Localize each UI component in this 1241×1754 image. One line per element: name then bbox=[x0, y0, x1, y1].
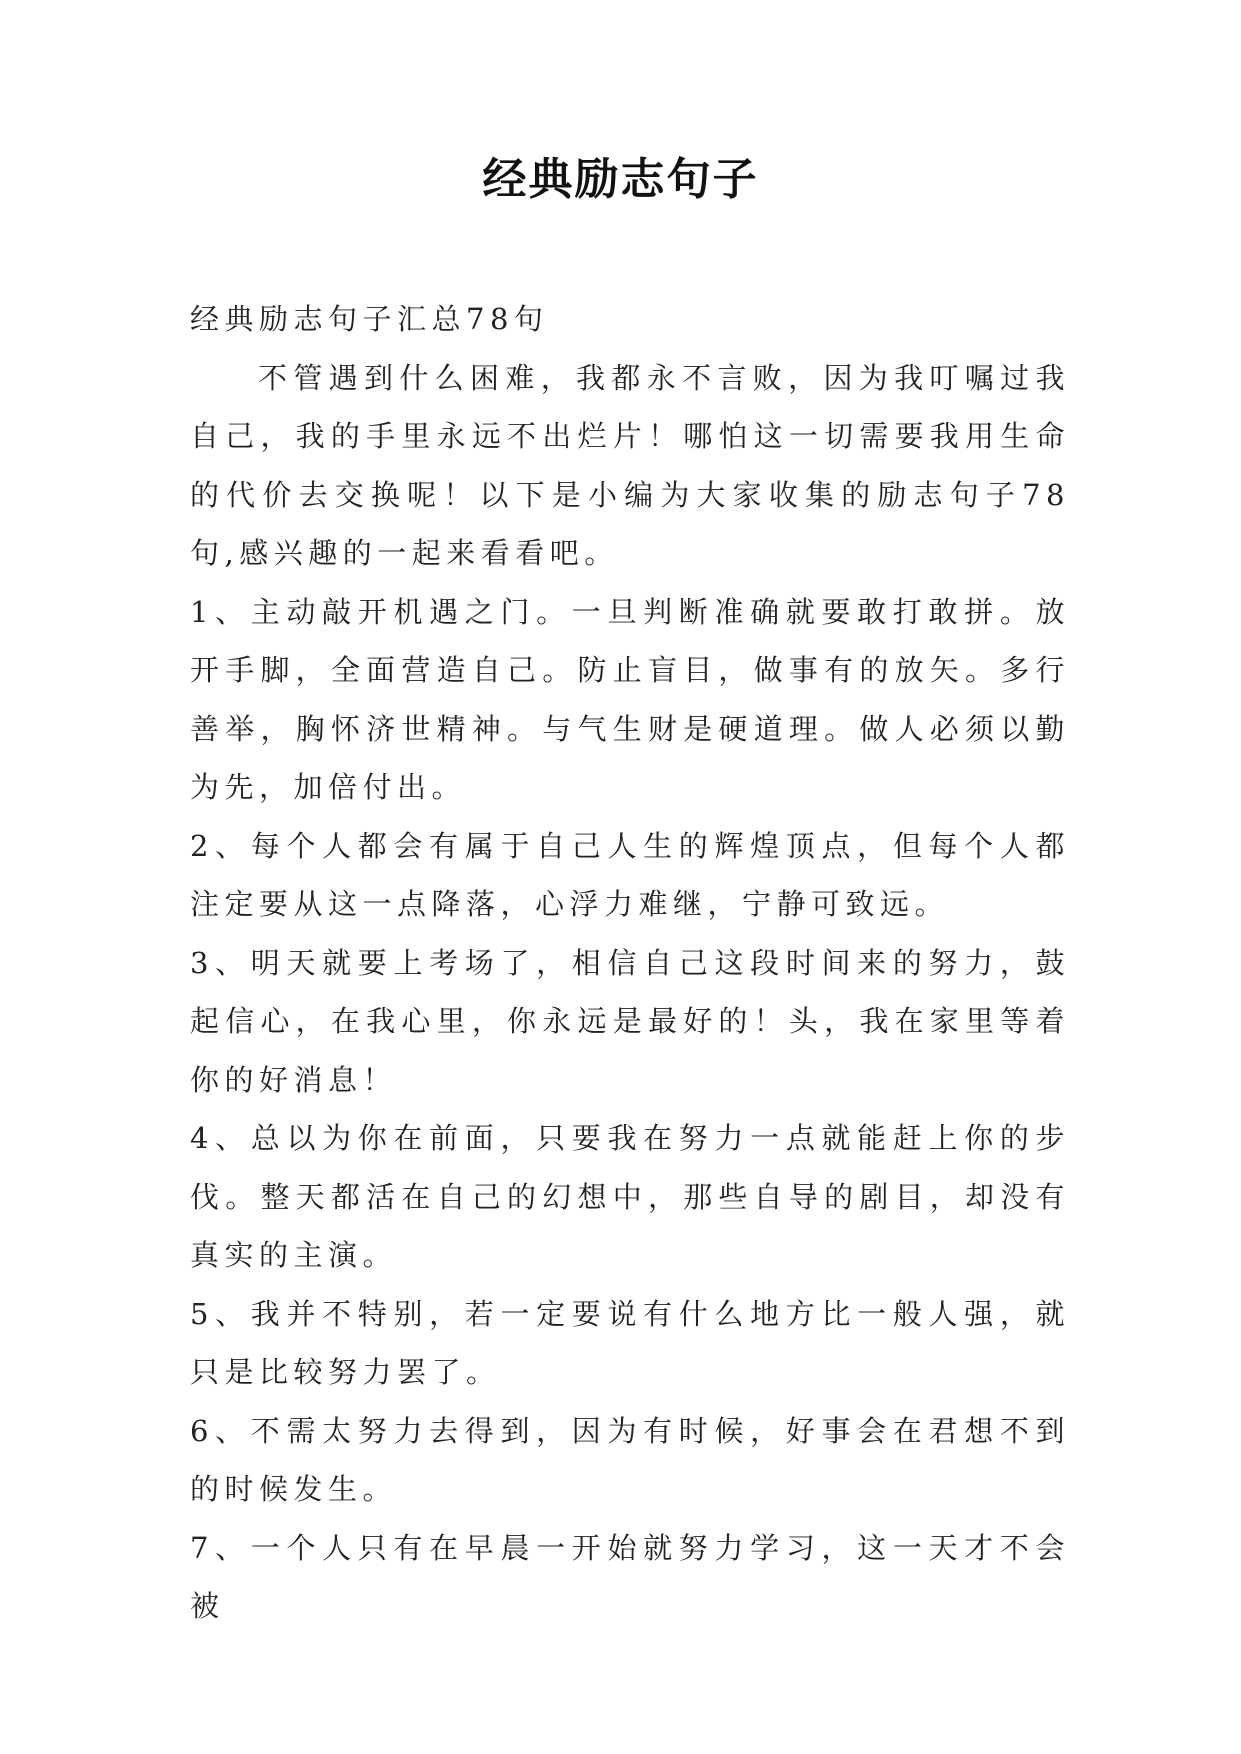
list-item: 2、每个人都会有属于自己人生的辉煌顶点，但每个人都注定要从这一点降落，心浮力难继，宁静可致远。 bbox=[190, 828, 1070, 921]
intro-paragraph: 不管遇到什么困难，我都永不言败，因为我叮嘱过我自己，我的手里永远不出烂片！哪怕这一切需要我用生命的代价去交换呢！以下是小编为大家收集的励志句子78句,感兴趣的一起来看看吧。 bbox=[190, 360, 1070, 570]
list-item: 1、主动敲开机遇之门。一旦判断准确就要敢打敢拼。放开手脚，全面营造自己。防止盲目，做事有的放矢。多行善举，胸怀济世精神。与气生财是硬道理。做人必须以勤为先，加倍付出。 bbox=[190, 594, 1070, 804]
list-item: 6、不需太努力去得到，因为有时候，好事会在君想不到的时候发生。 bbox=[190, 1413, 1070, 1506]
list-item: 4、总以为你在前面，只要我在努力一点就能赶上你的步伐。整天都活在自己的幻想中，那些自导的剧目，却没有真实的主演。 bbox=[190, 1121, 1070, 1272]
list-item: 5、我并不特别，若一定要说有什么地方比一般人强，就只是比较努力罢了。 bbox=[190, 1296, 1070, 1389]
list-item: 3、明天就要上考场了，相信自己这段时间来的努力，鼓起信心，在我心里，你永远是最好的！头，我在家里等着你的好消息！ bbox=[190, 945, 1070, 1097]
list-item: 7、一个人只有在早晨一开始就努力学习，这一天才不会被 bbox=[190, 1530, 1070, 1623]
document-body bbox=[190, 290, 1070, 1636]
document-subtitle: 经典励志句子汇总78句 bbox=[190, 302, 549, 336]
document-title: 经典励志句子 bbox=[482, 154, 759, 205]
